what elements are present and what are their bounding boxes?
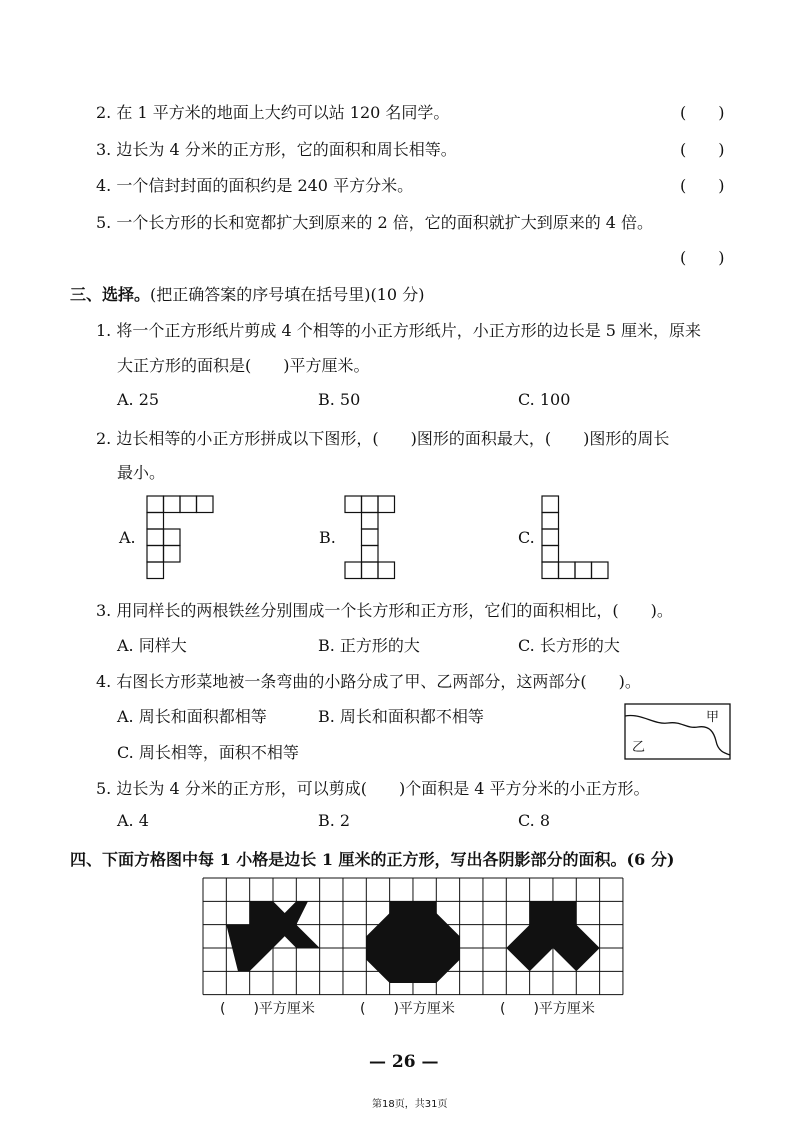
area-answer-2[interactable]: ( )平方厘米: [360, 1001, 455, 1017]
choice-q5-opt-b[interactable]: B. 2: [318, 811, 351, 830]
choice-q2-line1: 2. 边长相等的小正方形拼成以下图形，( )图形的面积最大，( )图形的周长: [96, 429, 670, 448]
choice-q3-opt-b[interactable]: B. 正方形的大: [318, 636, 420, 655]
judge-q3-answer[interactable]: ( ): [680, 140, 725, 159]
section3-title: 三、选择。: [70, 285, 151, 304]
choice-q1-opt-a[interactable]: A. 25: [117, 390, 160, 409]
field-label-jia: 甲: [706, 710, 720, 725]
choice-q5-opt-c[interactable]: C. 8: [518, 811, 551, 830]
choice-q3-line: 3. 用同样长的两根铁丝分别围成一个长方形和正方形，它们的面积相比，( )。: [96, 601, 673, 620]
judge-q2-answer[interactable]: ( ): [680, 103, 725, 122]
choice-q2-fig-c-label[interactable]: C.: [518, 528, 535, 547]
section4-grid-figure: [203, 878, 627, 997]
grid-shape-b: [345, 496, 395, 579]
section3-heading: [70, 282, 424, 305]
judge-q2: 2. 在 1 平方米的地面上大约可以站 120 名同学。: [96, 103, 450, 122]
choice-q2-line2: 最小。: [117, 463, 166, 482]
choice-q4-line: 4. 右图长方形菜地被一条弯曲的小路分成了甲、乙两部分，这两部分( )。: [96, 672, 641, 691]
judge-q5: 5. 一个长方形的长和宽都扩大到原来的 2 倍，它的面积就扩大到原来的 4 倍。: [96, 213, 654, 232]
grid-shape-a: [147, 496, 213, 579]
choice-q4-opt-b[interactable]: B. 周长和面积都不相等: [318, 707, 484, 726]
choice-q1-line2: 大正方形的面积是( )平方厘米。: [117, 356, 370, 375]
choice-q5-line: 5. 边长为 4 分米的正方形，可以剪成( )个面积是 4 平方分米的小正方形。: [96, 779, 650, 798]
shaded-shape-2: [366, 901, 459, 983]
choice-q3-opt-c[interactable]: C. 长方形的大: [518, 636, 620, 655]
choice-q2-fig-a: [146, 495, 216, 580]
choice-q3-opt-a[interactable]: A. 同样大: [117, 636, 187, 655]
judge-q5-answer[interactable]: ( ): [680, 248, 725, 267]
choice-q4-opt-a[interactable]: A. 周长和面积都相等: [117, 707, 267, 726]
choice-q2-fig-c: [541, 495, 613, 580]
choice-q5-opt-a[interactable]: A. 4: [117, 811, 149, 830]
judge-q4: 4. 一个信封封面的面积约是 240 平方分米。: [96, 176, 414, 195]
field-label-yi: 乙: [632, 740, 646, 755]
area-answer-1[interactable]: ( )平方厘米: [220, 1001, 315, 1017]
choice-q1-line1: 1. 将一个正方形纸片剪成 4 个相等的小正方形纸片，小正方形的边长是 5 厘米，原来: [96, 321, 702, 340]
section4-title: 四、下面方格图中每 1 小格是边长 1 厘米的正方形，写出各阴影部分的面积。(6 分): [70, 850, 675, 869]
judge-q3: 3. 边长为 4 分米的正方形，它的面积和周长相等。: [96, 140, 457, 159]
page-number: — 26 —: [369, 1052, 439, 1072]
choice-q1-opt-c[interactable]: C. 100: [518, 390, 571, 409]
area-answer-3[interactable]: ( )平方厘米: [500, 1001, 595, 1017]
choice-q4-field-figure: [624, 703, 732, 761]
choice-q4-opt-c[interactable]: C. 周长相等，面积不相等: [117, 743, 299, 762]
page-info: 第18页，共31页: [372, 1099, 448, 1110]
section3-note: (把正确答案的序号填在括号里)(10 分): [150, 285, 425, 304]
judge-q4-answer[interactable]: ( ): [680, 176, 725, 195]
choice-q2-fig-b-label[interactable]: B.: [319, 528, 336, 547]
choice-q2-fig-b: [344, 495, 399, 580]
choice-q2-fig-a-label[interactable]: A.: [119, 528, 136, 547]
choice-q1-opt-b[interactable]: B. 50: [318, 390, 361, 409]
grid-shape-c: [542, 496, 608, 579]
